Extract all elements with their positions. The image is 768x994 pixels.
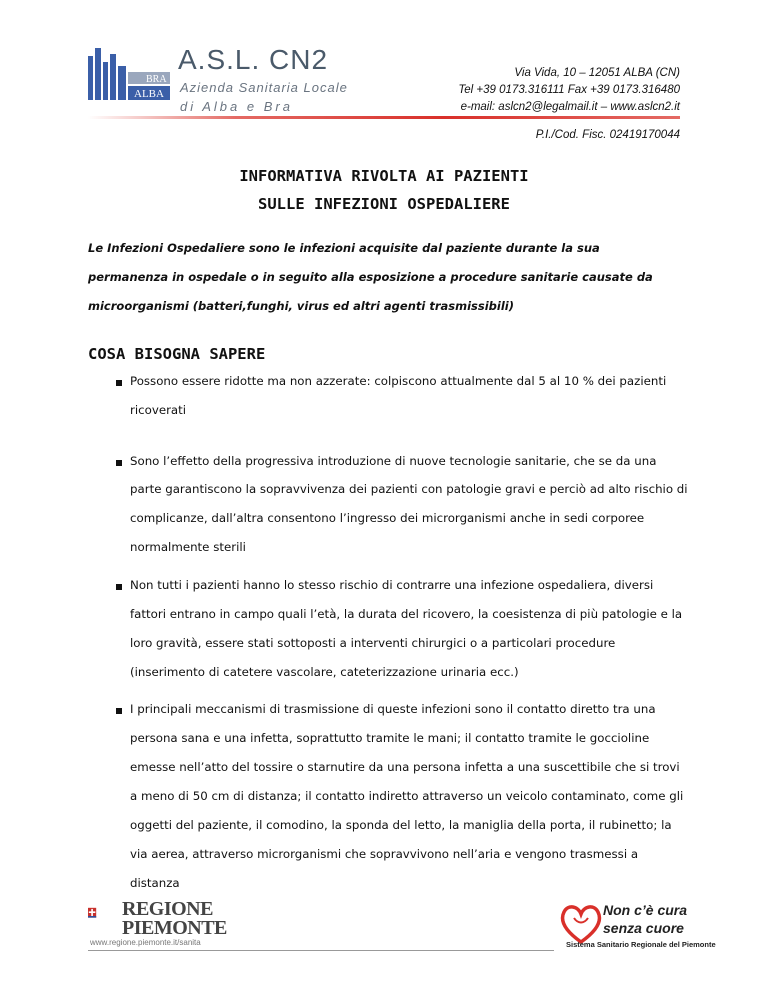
intro-line-3: microorganismi (batteri,funghi, virus ed altri agenti trasmissibili): [88, 299, 514, 313]
bullet-2-line-4: normalmente sterili: [130, 540, 246, 554]
bullet-4-line-7: distanza: [130, 876, 180, 890]
intro-line-1: Le Infezioni Ospedaliere sono le infezioni acquisite dal paziente durante la sua: [88, 241, 600, 255]
bullet-4-line-1: I principali meccanismi di trasmissione di queste infezioni sono il contatto diretto tra una: [130, 702, 656, 716]
bullet-4-line-4: a meno di 50 cm di distanza; il contatto indiretto attraverso un veicolo contaminato, come gli: [130, 789, 684, 803]
bullet-marker: [116, 584, 122, 590]
header-rule: [88, 116, 680, 119]
bullet-marker: [116, 460, 122, 466]
email-web: e-mail: aslcn2@legalmail.it – www.aslcn2.it: [460, 101, 680, 113]
bullet-marker: [116, 380, 122, 386]
bullet-4-line-3: emesse nell’atto del tossire o starnutire da una persona infetta a una suscettibile che si trovi: [130, 760, 680, 774]
document-title-line-1: INFORMATIVA RIVOLTA AI PAZIENTI: [239, 167, 529, 185]
bullet-marker: [116, 708, 122, 714]
bullet-4-line-2: persona sana e una infetta, soprattutto tramite le mani; il contatto tramite le goccioline: [130, 731, 650, 745]
asl-logo: [88, 44, 170, 100]
bullet-1-line-1: Possono essere ridotte ma non azzerate: colpiscono attualmente dal 5 al 10 % dei pazienti: [130, 374, 667, 388]
bullet-2-line-2: parte garantiscono la sopravvivenza dei pazienti con patologie gravi e perciò ad alto rischio di: [130, 482, 688, 496]
bullet-1-line-2: ricoverati: [130, 403, 187, 417]
document-title-line-2: SULLE INFEZIONI OSPEDALIERE: [258, 195, 510, 213]
footer-rule: [88, 950, 554, 951]
bullet-4-line-5: oggetti del paziente, il comodino, la sponda del letto, la maniglia della porta, il rubinetto; la: [130, 818, 672, 832]
address: Via Vida, 10 – 12051 ALBA (CN): [514, 67, 680, 79]
regione-line-2: PIEMONTE: [122, 917, 227, 939]
regione-line-1: REGIONE: [122, 898, 213, 920]
bullet-3-line-2: fattori entrano in campo quali l’età, la durata del ricovero, la coesistenza di più patologie e la: [130, 607, 683, 621]
phone-fax: Tel +39 0173.316111 Fax +39 0173.316480: [458, 84, 680, 96]
bullet-2-line-1: Sono l’effetto della progressiva introduzione di nuove tecnologie sanitarie, che se da una: [130, 454, 657, 468]
slogan-line-1: Non c’è cura: [603, 902, 688, 918]
org-subtitle: Azienda Sanitaria Locale: [180, 80, 348, 95]
bullet-3-line-4: (inserimento di catetere vascolare, cateterizzazione urinaria ecc.): [130, 665, 519, 679]
org-area: di Alba e Bra: [180, 99, 293, 114]
bullet-3-line-3: loro gravità, essere stati sottoposti a interventi chirurgici o a particolari procedure: [130, 636, 616, 650]
health-system-name: Sistema Sanitario Regionale del Piemonte: [566, 940, 716, 949]
bullet-4-line-6: via aerea, attraverso microrganismi che sopravvivono nell’aria e vengono trasmessi a: [130, 847, 639, 861]
logo-tag-alba: ALBA: [134, 88, 164, 100]
intro-line-2: permanenza in ospedale o in seguito alla esposizione a procedure sanitarie causate da: [88, 270, 653, 284]
org-name: A.S.L. CN2: [178, 44, 329, 75]
bullet-2-line-3: complicanze, dall’altra consentono l’ingresso dei microrganismi anche in sedi corporee: [130, 511, 645, 525]
regione-url: www.regione.piemonte.it/sanita: [90, 938, 201, 947]
logo-tag-bra: BRA: [146, 74, 167, 85]
section-heading: COSA BISOGNA SAPERE: [88, 345, 266, 363]
vat-number: P.I./Cod. Fisc. 02419170044: [535, 129, 680, 141]
regione-piemonte-crest-icon: [88, 898, 118, 934]
regione-name: [122, 900, 227, 938]
slogan-line-2: senza cuore: [603, 920, 684, 936]
bullet-3-line-1: Non tutti i pazienti hanno lo stesso rischio di contrarre una infezione ospedaliera, diversi: [130, 578, 654, 592]
